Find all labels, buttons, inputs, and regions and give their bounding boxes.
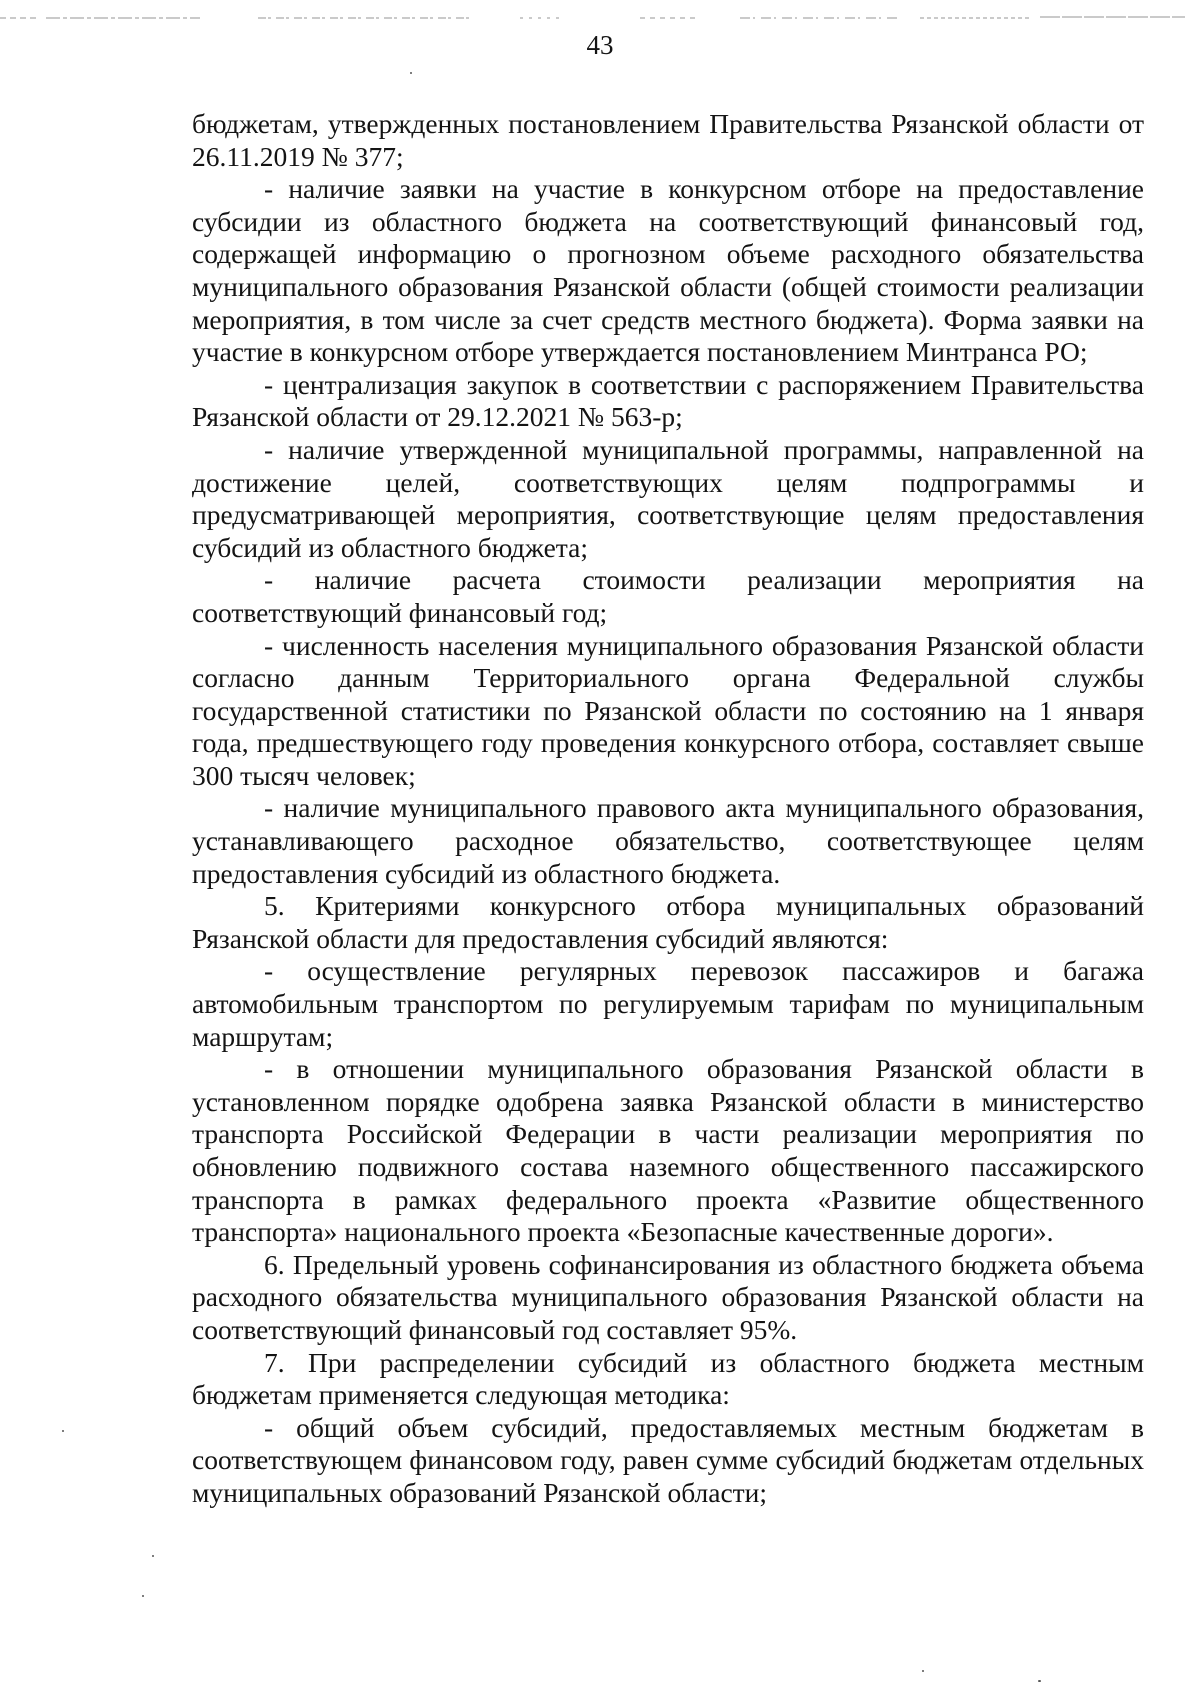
- paragraph: - централизация закупок в соответствии с распоряжением Правительства Рязанской области от 29.12.2021 № 563-р;: [192, 368, 1144, 433]
- scan-speck: [152, 1555, 154, 1557]
- paragraph: - наличие утвержденной муниципальной программы, направленной на достижение целей, соответствующих целям подпрограммы и предусматривающей мероприятия, соответствующие целям предоставления субсидий из областного бюджета;: [192, 433, 1144, 563]
- page-number: 43: [586, 30, 614, 60]
- scan-speck: [62, 1430, 64, 1432]
- paragraph: бюджетам, утвержденных постановлением Правительства Рязанской области от 26.11.2019 № 377;: [192, 108, 1144, 172]
- paragraph: - осуществление регулярных перевозок пассажиров и багажа автомобильным транспортом по регулируемым тарифам по муниципальным маршрутам;: [192, 955, 1144, 1052]
- paragraph: - наличие муниципального правового акта муниципального образования, устанавливающего расходное обязательство, соответствующее целям предоставления субсидий из областного бюджета.: [192, 792, 1144, 889]
- document-body: [192, 108, 1144, 1510]
- scan-speck: [410, 72, 412, 74]
- paragraph: - в отношении муниципального образования Рязанской области в установленном порядке одобрена заявка Рязанской области в министерство транспорта Российской Федерации в части реализации мероприятия по обновлению подвижного состава наземного общественного пассажирского транспорта в рамках федерального проекта «Развитие общественного транспорта» национального проекта «Безопасные качественные дороги».: [192, 1053, 1144, 1248]
- paragraph: 5. Критериями конкурсного отбора муниципальных образований Рязанской области для предоставления субсидий являются:: [192, 890, 1144, 954]
- scan-speck: [922, 1670, 924, 1672]
- paragraph: - наличие расчета стоимости реализации мероприятия на соответствующий финансовый год;: [192, 564, 1144, 628]
- paragraph: 6. Предельный уровень софинансирования из областного бюджета объема расходного обязательства муниципального образования Рязанской области на соответствующий финансовый год составляет 95%.: [192, 1248, 1144, 1345]
- scan-edge-artifact: [0, 14, 1200, 22]
- scan-speck: [142, 1595, 144, 1597]
- paragraph: 7. При распределении субсидий из областного бюджета местным бюджетам применяется следующая методика:: [192, 1346, 1144, 1411]
- paragraph: - наличие заявки на участие в конкурсном отборе на предоставление субсидии из областного бюджета на соответствующий финансовый год, содержащей информацию о прогнозном объеме расходного обязательства муниципального образования Рязанской области (общей стоимости реализации мероприятия, в том числе за счет средств местного бюджета). Форма заявки на участие в конкурсном отборе утверждается постановлением Минтранса РО;: [192, 173, 1144, 368]
- scan-speck: [1038, 1680, 1041, 1682]
- paragraph: - общий объем субсидий, предоставляемых местным бюджетам в соответствующем финансовом году, равен сумме субсидий бюджетам отдельных муниципальных образований Рязанской области;: [192, 1411, 1144, 1508]
- paragraph: - численность населения муниципального образования Рязанской области согласно данным Территориального органа Федеральной службы государственной статистики по Рязанской области по состоянию на 1 января года, предшествующего году проведения конкурсного отбора, составляет свыше 300 тысяч человек;: [192, 629, 1144, 791]
